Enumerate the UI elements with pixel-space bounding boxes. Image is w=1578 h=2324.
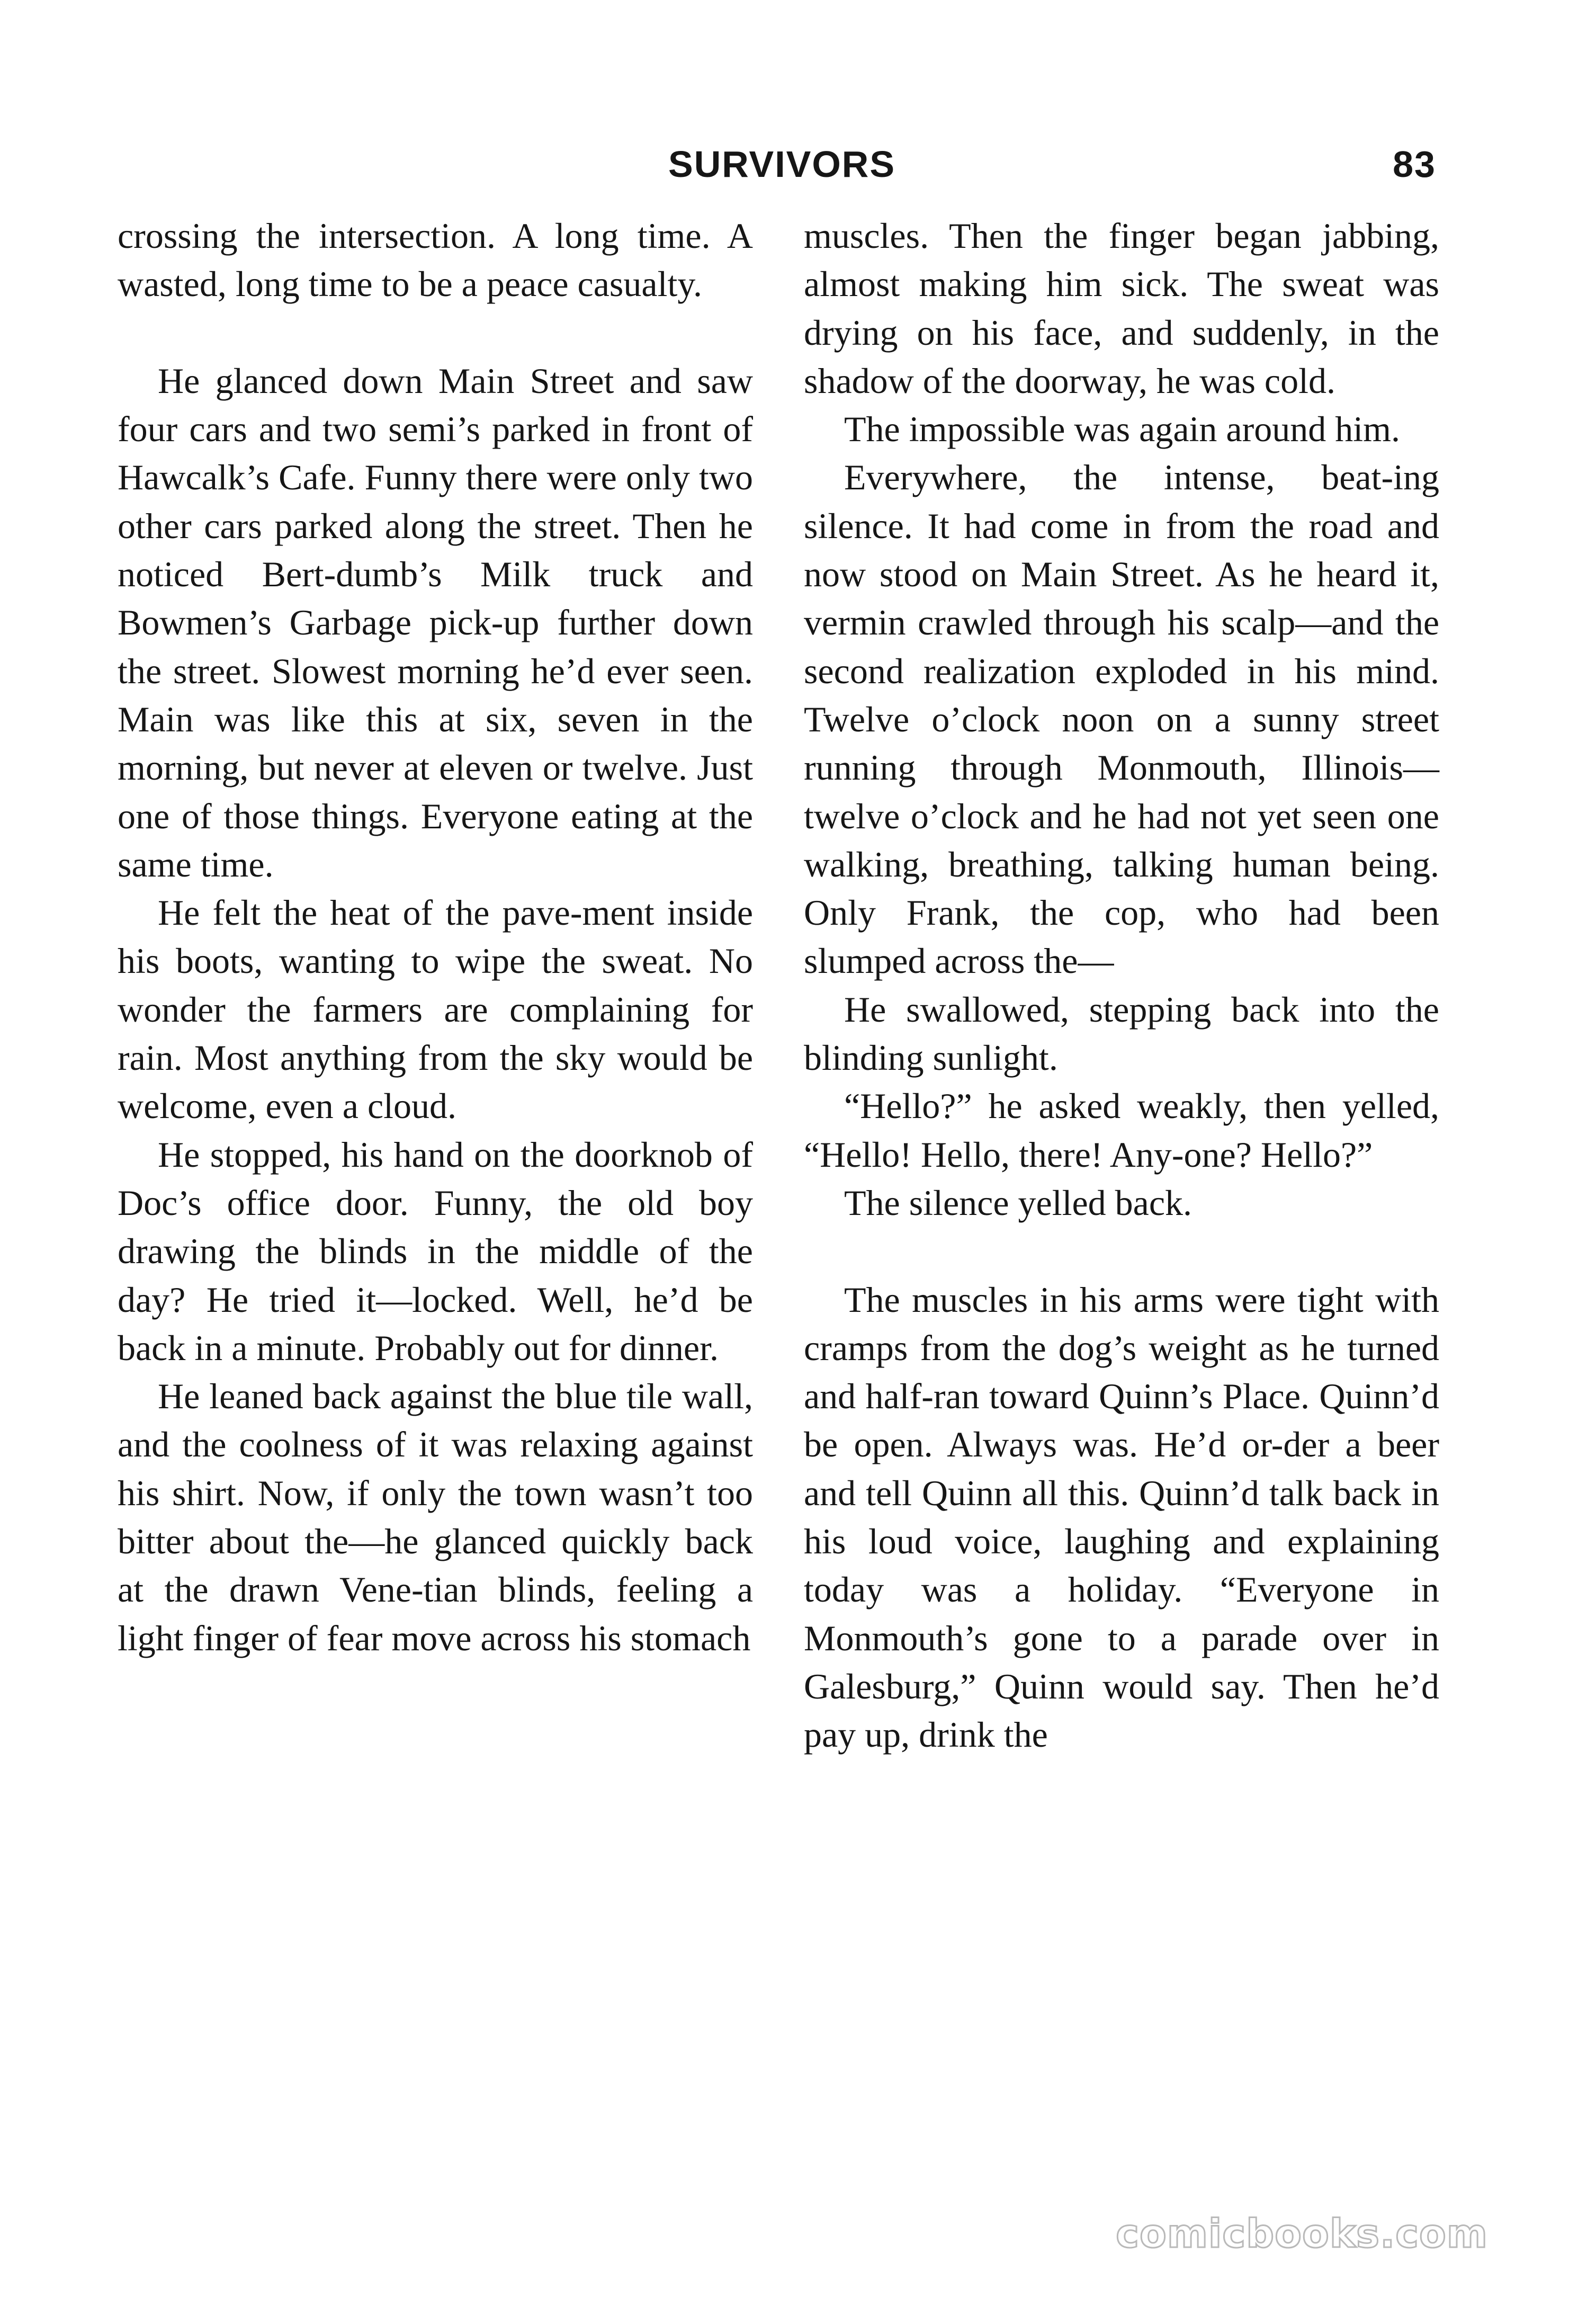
right-column: [804, 212, 1439, 1759]
running-head: [0, 143, 1578, 191]
paragraph: He swallowed, stepping back into the blinding sunlight.: [804, 989, 1439, 1078]
paragraph: The impossible was again around him.: [844, 409, 1401, 450]
paragraph: muscles. Then the finger began jabbing, almost making him sick. The sweat was drying on his face, and suddenly, in the shadow of the doorway, he was cold.: [804, 216, 1439, 401]
paragraph: Everywhere, the intense, beat-ing silence. It had come in from the road and now stood on Main Street. As he heard it, vermin crawled through his scalp—and the second realization exploded in his mind. Twelve o’clock noon on a sunny street running through Monmouth, Illinois—twelve o’clock and he had not yet seen one walking, breathing, talking human being. Only Frank, the cop, who had been slumped across the—: [804, 457, 1439, 981]
paragraph: crossing the intersection. A long time. A wasted, long time to be a peace casualty.: [118, 216, 753, 305]
paragraph: He stopped, his hand on the doorknob of Doc’s office door. Funny, the old boy drawing the blinds in the middle of the day? He tried it—locked. Well, he’d be back in a minute. Probably out for dinner.: [118, 1134, 753, 1368]
left-column: [118, 212, 753, 1662]
paragraph: He leaned back against the blue tile wall, and the coolness of it was relaxing against his shirt. Now, if only the town wasn’t too bitter about the—he glanced quickly back at the drawn Vene-tian blinds, feeling a light finger of fear move across his stomach: [118, 1376, 753, 1658]
running-title: SURVIVORS: [668, 144, 896, 185]
page-number: 83: [1393, 144, 1436, 185]
watermark: comicbooks.com: [1116, 2211, 1488, 2257]
paragraph: “Hello?” he asked weakly, then yelled, “Hello! Hello, there! Any-one? Hello?”: [804, 1086, 1439, 1175]
paragraph: The muscles in his arms were tight with cramps from the dog’s weight as he turned and half-ran toward Quinn’s Place. Quinn’d be open. Always was. He’d or-der a beer and tell Quinn all this. Quinn’d talk back in his loud voice, laughing and explaining today was a holiday. “Everyone in Monmouth’s gone to a parade over in Galesburg,” Quinn would say. Then he’d pay up, drink the: [804, 1279, 1439, 1755]
paragraph: He glanced down Main Street and saw four cars and two semi’s parked in front of Hawcalk’s Cafe. Funny there were only two other cars parked along the street. Then he noticed Bert-dumb’s Milk truck and Bowmen’s Garbage pick-up further down the street. Slowest morning he’d ever seen. Main was like this at six, seven in the morning, but never at eleven or twelve. Just one of those things. Everyone eating at the same time.: [118, 360, 753, 884]
paragraph: He felt the heat of the pave-ment inside his boots, wanting to wipe the sweat. No wonder the farmers are complaining for rain. Most anything from the sky would be welcome, even a cloud.: [118, 892, 753, 1127]
paragraph: The silence yelled back.: [844, 1182, 1193, 1223]
